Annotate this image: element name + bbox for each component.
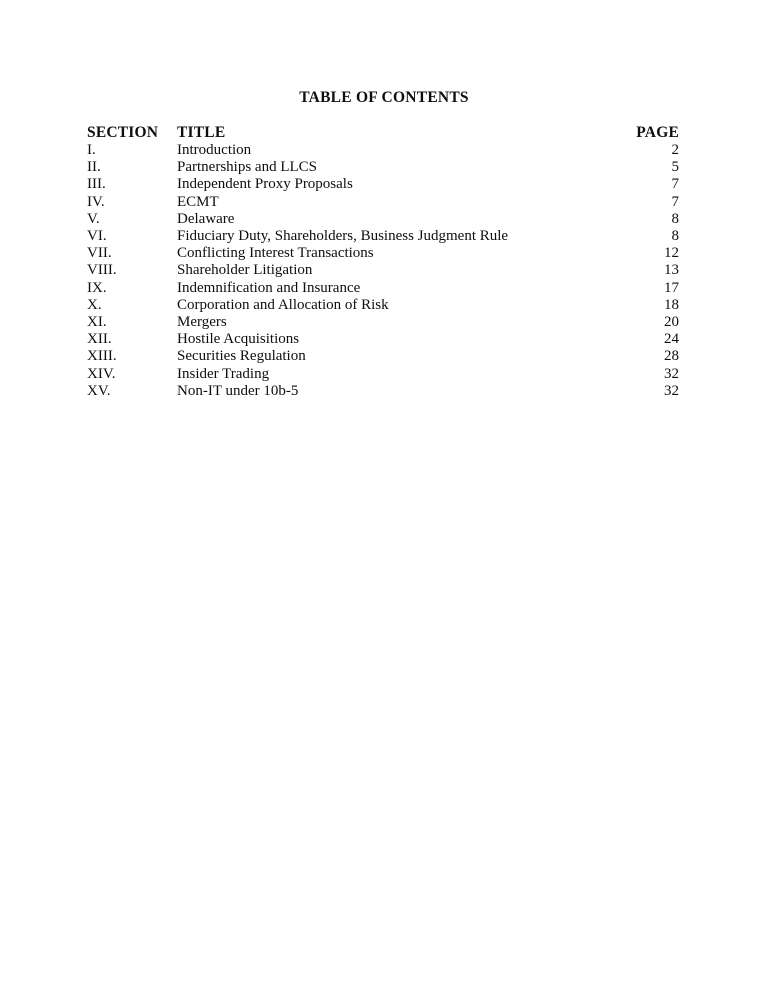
toc-entry-section: XIII. [87, 348, 117, 365]
toc-entry-section: VII. [87, 245, 112, 262]
toc-entry-section: VI. [87, 228, 107, 245]
toc-header-row-group [87, 124, 679, 142]
toc-entry-page: 7 [671, 176, 679, 193]
toc-entry-title: Mergers [177, 314, 227, 331]
toc-entry-title: Conflicting Interest Transactions [177, 245, 374, 262]
toc-entry-page: 28 [664, 348, 679, 365]
toc-entry-page: 13 [664, 262, 679, 279]
table-row [87, 142, 679, 159]
table-row [87, 211, 679, 228]
toc-entry-page: 8 [671, 210, 679, 227]
toc-entry-title: Corporation and Allocation of Risk [177, 296, 389, 313]
toc-entry-section: XI. [87, 314, 107, 331]
toc-entry-page: 20 [664, 314, 679, 331]
table-row [87, 194, 679, 211]
toc-entry-section: III. [87, 176, 106, 193]
toc-entry-page: 12 [664, 245, 679, 262]
toc-entry-title: Hostile Acquisitions [177, 331, 300, 348]
toc-entry-page: 5 [671, 159, 679, 176]
toc-entry-section: XIV. [87, 365, 116, 382]
toc-entry-section: IX. [87, 279, 107, 296]
column-header-section: SECTION [87, 124, 159, 141]
toc-entry-section: IV. [87, 193, 105, 210]
toc-entry-section: VIII. [87, 262, 117, 279]
toc-entry-title: Non-IT under 10b-5 [177, 382, 299, 399]
table-row [87, 366, 679, 383]
table-row [87, 176, 679, 193]
toc-entry-section: V. [87, 210, 100, 227]
toc-entry-section: II. [87, 159, 101, 176]
table-row [87, 331, 679, 348]
toc-entry-title: Securities Regulation [177, 348, 306, 365]
toc-entry-title: Partnerships and LLCS [177, 159, 317, 176]
toc-entry-page: 32 [664, 382, 679, 399]
table-row [87, 159, 679, 176]
toc-entry-page: 7 [671, 193, 679, 210]
table-row [87, 314, 679, 331]
table-row [87, 228, 679, 245]
table-of-contents [87, 124, 679, 400]
column-header-title: TITLE [177, 124, 226, 141]
table-row [87, 245, 679, 262]
toc-header-row [87, 124, 679, 142]
toc-entry-page: 24 [664, 331, 679, 348]
toc-entry-page: 8 [671, 228, 679, 245]
toc-entry-page: 32 [664, 365, 679, 382]
toc-body [87, 142, 679, 400]
toc-entry-section: I. [87, 142, 96, 158]
column-header-page: PAGE [636, 124, 679, 141]
table-row [87, 262, 679, 279]
table-row [87, 348, 679, 365]
page-title: TABLE OF CONTENTS [299, 89, 469, 106]
toc-entry-title: Delaware [177, 210, 235, 227]
toc-entry-page: 17 [664, 279, 679, 296]
toc-entry-title: ECMT [177, 193, 219, 210]
table-row [87, 280, 679, 297]
toc-entry-title: Independent Proxy Proposals [177, 176, 353, 193]
toc-entry-page: 2 [671, 142, 679, 158]
toc-entry-section: XV. [87, 382, 111, 399]
toc-entry-title: Fiduciary Duty, Shareholders, Business Judgment Rule [177, 228, 509, 245]
toc-entry-section: X. [87, 296, 102, 313]
toc-entry-page: 18 [664, 296, 679, 313]
toc-entry-title: Shareholder Litigation [177, 262, 313, 279]
toc-entry-title: Insider Trading [177, 365, 270, 382]
table-row [87, 383, 679, 400]
toc-entry-title: Introduction [177, 142, 252, 158]
table-row [87, 297, 679, 314]
toc-entry-section: XII. [87, 331, 112, 348]
toc-entry-title: Indemnification and Insurance [177, 279, 361, 296]
